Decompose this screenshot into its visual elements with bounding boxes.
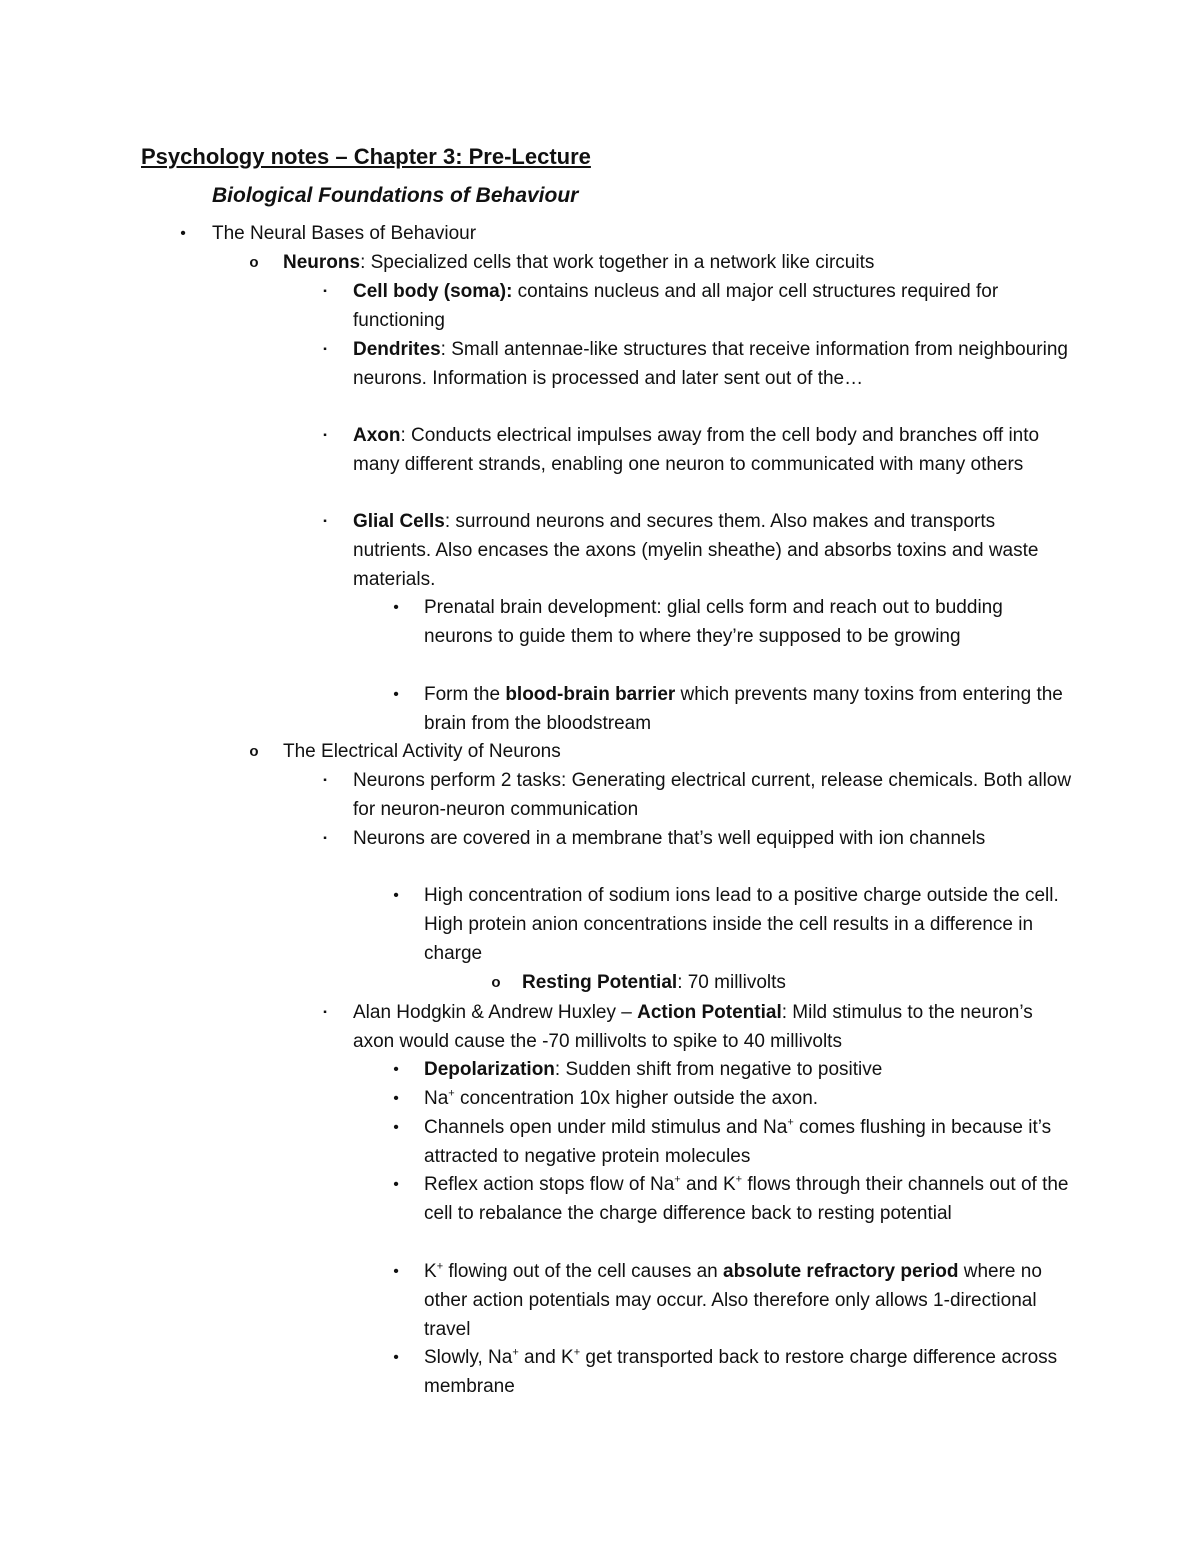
item-text: get transported back to restore charge difference across membrane xyxy=(424,1347,1058,1397)
list-item-sodium xyxy=(393,881,1069,968)
superscript: + xyxy=(787,1116,794,1129)
item-text: Neurons are covered in a membrane that’s well equipped with ion channels xyxy=(353,828,986,849)
list-item-blood-brain-barrier xyxy=(393,680,1069,738)
item-text: and K xyxy=(518,1347,574,1368)
item-text: K xyxy=(424,1261,437,1282)
term: Action Potential xyxy=(637,1002,782,1023)
square-bullet: ▪ xyxy=(323,344,327,355)
list-item-slowly xyxy=(393,1343,1069,1401)
item-text: : Small antennae-like structures that receive information from neighbouring neurons. Information is processed and later sent out of the… xyxy=(353,339,1068,389)
item-text: Channels open under mild stimulus and Na xyxy=(424,1117,788,1138)
item-text: The Neural Bases of Behaviour xyxy=(212,223,477,244)
item-text: : surround neurons and secures them. Also makes and transports nutrients. Also encases the axons (myelin sheathe) and absorbs toxins and waste materials. xyxy=(353,511,1039,590)
list-item-membrane xyxy=(323,824,1073,853)
page-title: Psychology notes – Chapter 3: Pre-Lecture xyxy=(141,144,591,169)
square-bullet: ▪ xyxy=(323,516,327,527)
item-text: contains nucleus and all major cell structures required for functioning xyxy=(353,281,999,331)
disc-bullet: • xyxy=(393,1349,399,1366)
page-subtitle: Biological Foundations of Behaviour xyxy=(212,184,579,207)
item-text: High concentration of sodium ions lead to a positive charge outside the cell. High protein anion concentrations inside the cell results in a difference in charge xyxy=(424,885,1059,964)
term: blood-brain barrier xyxy=(505,684,676,705)
superscript: + xyxy=(573,1346,581,1359)
list-item-hodgkin-huxley xyxy=(323,998,1073,1056)
list-item-prenatal xyxy=(393,593,1069,651)
square-bullet: ▪ xyxy=(323,775,327,786)
item-text: comes flushing in because it’s attracted to negative protein molecules xyxy=(424,1117,1052,1167)
list-item-channels xyxy=(393,1113,1069,1171)
circle-bullet: o xyxy=(249,254,259,271)
item-text: Na xyxy=(424,1088,449,1109)
superscript: + xyxy=(436,1260,444,1273)
list-item-electrical-activity xyxy=(249,737,1083,766)
list-item-tasks xyxy=(323,766,1073,824)
item-text: : Mild stimulus to the neuron’s axon would cause the -70 millivolts to spike to 40 millivolts xyxy=(353,1002,1033,1052)
term: Cell body (soma): xyxy=(353,281,513,302)
list-item-cell-body xyxy=(323,277,1073,335)
item-text: The Electrical Activity of Neurons xyxy=(283,741,561,762)
item-text: Reflex action stops flow of Na xyxy=(424,1174,675,1195)
item-text: : 70 millivolts xyxy=(677,972,786,993)
disc-bullet: • xyxy=(393,1061,399,1078)
item-text: Alan Hodgkin & Andrew Huxley – xyxy=(353,1002,638,1023)
item-text: where no other action potentials may occur. Also therefore only allows 1-directional travel xyxy=(424,1261,1042,1340)
list-item-depolarization xyxy=(393,1055,1069,1084)
square-bullet: ▪ xyxy=(323,286,327,297)
term: absolute refractory period xyxy=(723,1261,959,1282)
disc-bullet: • xyxy=(393,1263,399,1280)
superscript: + xyxy=(735,1173,743,1186)
term: Glial Cells xyxy=(353,511,445,532)
item-text: : Sudden shift from negative to positive xyxy=(554,1059,883,1080)
term: Axon xyxy=(353,425,401,446)
item-text: Prenatal brain development: glial cells form and reach out to budding neurons to guide them to where they’re supposed to be growing xyxy=(424,597,1003,647)
item-text: flowing out of the cell causes an xyxy=(443,1261,724,1282)
circle-bullet: o xyxy=(491,974,501,991)
square-bullet: ▪ xyxy=(323,1007,327,1018)
list-item-dendrites xyxy=(323,335,1073,393)
list-item-axon xyxy=(323,421,1073,479)
item-text: : Specialized cells that work together in a network like circuits xyxy=(360,252,875,273)
disc-bullet: • xyxy=(180,225,186,242)
square-bullet: ▪ xyxy=(323,833,327,844)
list-item-glial-cells xyxy=(323,507,1073,594)
square-bullet: ▪ xyxy=(323,430,327,441)
superscript: + xyxy=(512,1346,519,1359)
item-text: and K xyxy=(680,1174,736,1195)
disc-bullet: • xyxy=(393,1090,399,1107)
item-text: Neurons perform 2 tasks: Generating electrical current, release chemicals. Both allow for neuron-neuron communication xyxy=(353,770,1072,820)
item-text: flows through their channels out of the cell to rebalance the charge difference back to resting potential xyxy=(424,1174,1069,1224)
superscript: + xyxy=(448,1087,455,1100)
item-text: Slowly, Na xyxy=(424,1347,513,1368)
disc-bullet: • xyxy=(393,599,399,616)
term: Neurons xyxy=(283,252,361,273)
item-text: which prevents many toxins from entering the brain from the bloodstream xyxy=(424,684,1063,734)
term: Depolarization xyxy=(424,1059,555,1080)
item-text: : Conducts electrical impulses away from the cell body and branches off into many different strands, enabling one neuron to communicated with many others xyxy=(353,425,1040,475)
list-item-neurons xyxy=(249,248,1083,277)
circle-bullet: o xyxy=(249,743,259,760)
disc-bullet: • xyxy=(393,1119,399,1136)
disc-bullet: • xyxy=(393,686,399,703)
disc-bullet: • xyxy=(393,1176,399,1193)
list-item-resting-potential xyxy=(491,968,1067,997)
term: Dendrites xyxy=(353,339,441,360)
disc-bullet: • xyxy=(393,887,399,904)
list-item-k-flowing xyxy=(393,1257,1069,1344)
item-text: concentration 10x higher outside the axon. xyxy=(454,1088,819,1109)
list-item-na-concentration xyxy=(393,1084,1069,1113)
term: Resting Potential xyxy=(522,972,678,993)
list-item-neural-bases xyxy=(180,219,1112,248)
superscript: + xyxy=(674,1173,681,1186)
list-item-reflex-action xyxy=(393,1170,1069,1228)
item-text: Form the xyxy=(424,684,506,705)
